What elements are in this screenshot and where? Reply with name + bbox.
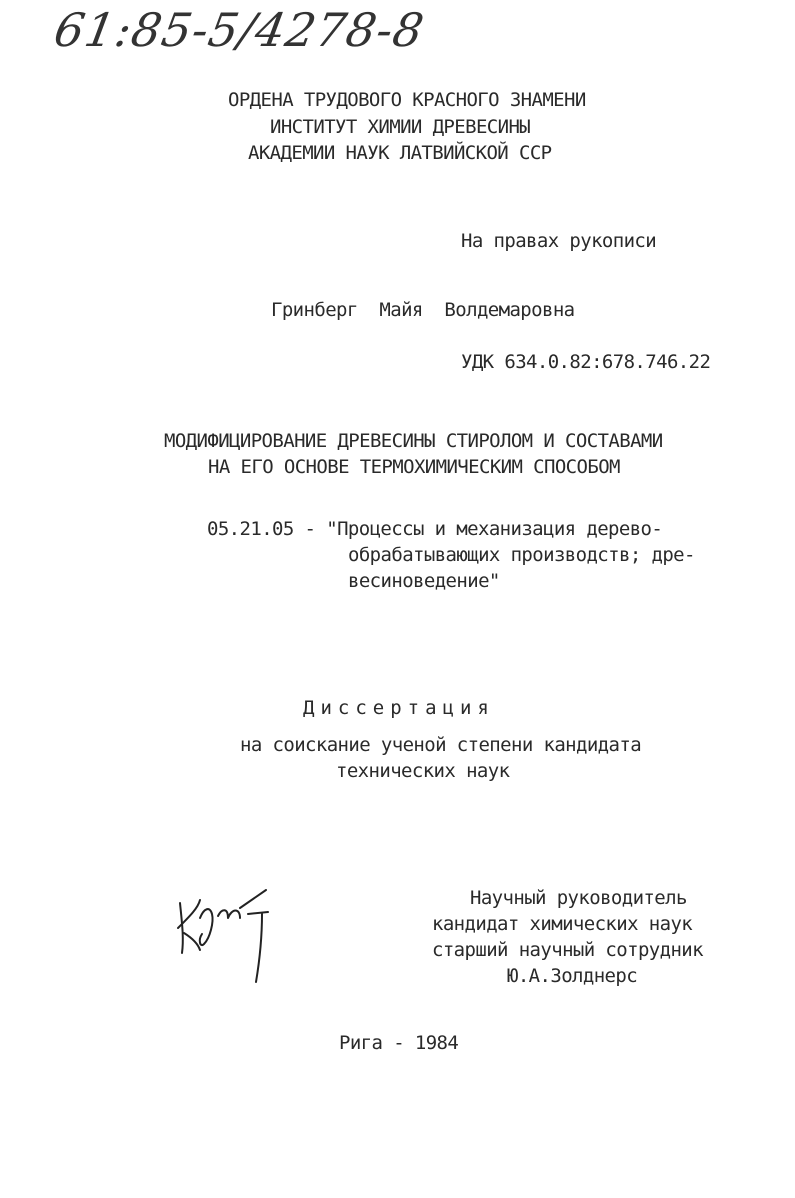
degree-line-2: технических наук: [336, 760, 510, 782]
supervisor-line-2: кандидат химических наук: [432, 913, 693, 935]
title-line-2: НА ЕГО ОСНОВЕ ТЕРМОХИМИЧЕСКИМ СПОСОБОМ: [208, 456, 620, 478]
author-name: Гринберг Майя Волдемаровна: [271, 299, 575, 321]
supervisor-line-1: Научный руководитель: [470, 887, 687, 909]
archive-code-handwritten: 61:85-5/4278-8: [50, 3, 429, 57]
degree-line-1: на соискание ученой степени кандидата: [240, 734, 642, 756]
supervisor-name: Ю.А.Золднерс: [507, 965, 638, 987]
specialty-line-3: весиноведение": [348, 570, 500, 592]
title-line-1: МОДИФИЦИРОВАНИЕ ДРЕВЕСИНЫ СТИРОЛОМ И СОСТАВАМИ: [164, 430, 663, 452]
institution-line-3: АКАДЕМИИ НАУК ЛАТВИЙСКОЙ ССР: [248, 142, 552, 164]
supervisor-line-3: старший научный сотрудник: [432, 939, 703, 961]
supervisor-signature: [170, 878, 280, 988]
udc-code: УДК 634.0.82:678.746.22: [461, 351, 711, 373]
place-and-year: Рига - 1984: [339, 1032, 459, 1054]
specialty-line-2: обрабатывающих производств; дре-: [348, 544, 695, 566]
institution-line-2: ИНСТИТУТ ХИМИИ ДРЕВЕСИНЫ: [270, 116, 531, 138]
work-type: Диссертация: [303, 697, 495, 719]
specialty-line-1: 05.21.05 - "Процессы и механизация дерево-: [207, 518, 663, 540]
institution-line-1: ОРДЕНА ТРУДОВОГО КРАСНОГО ЗНАМЕНИ: [228, 89, 586, 111]
manuscript-note: На правах рукописи: [461, 230, 657, 252]
